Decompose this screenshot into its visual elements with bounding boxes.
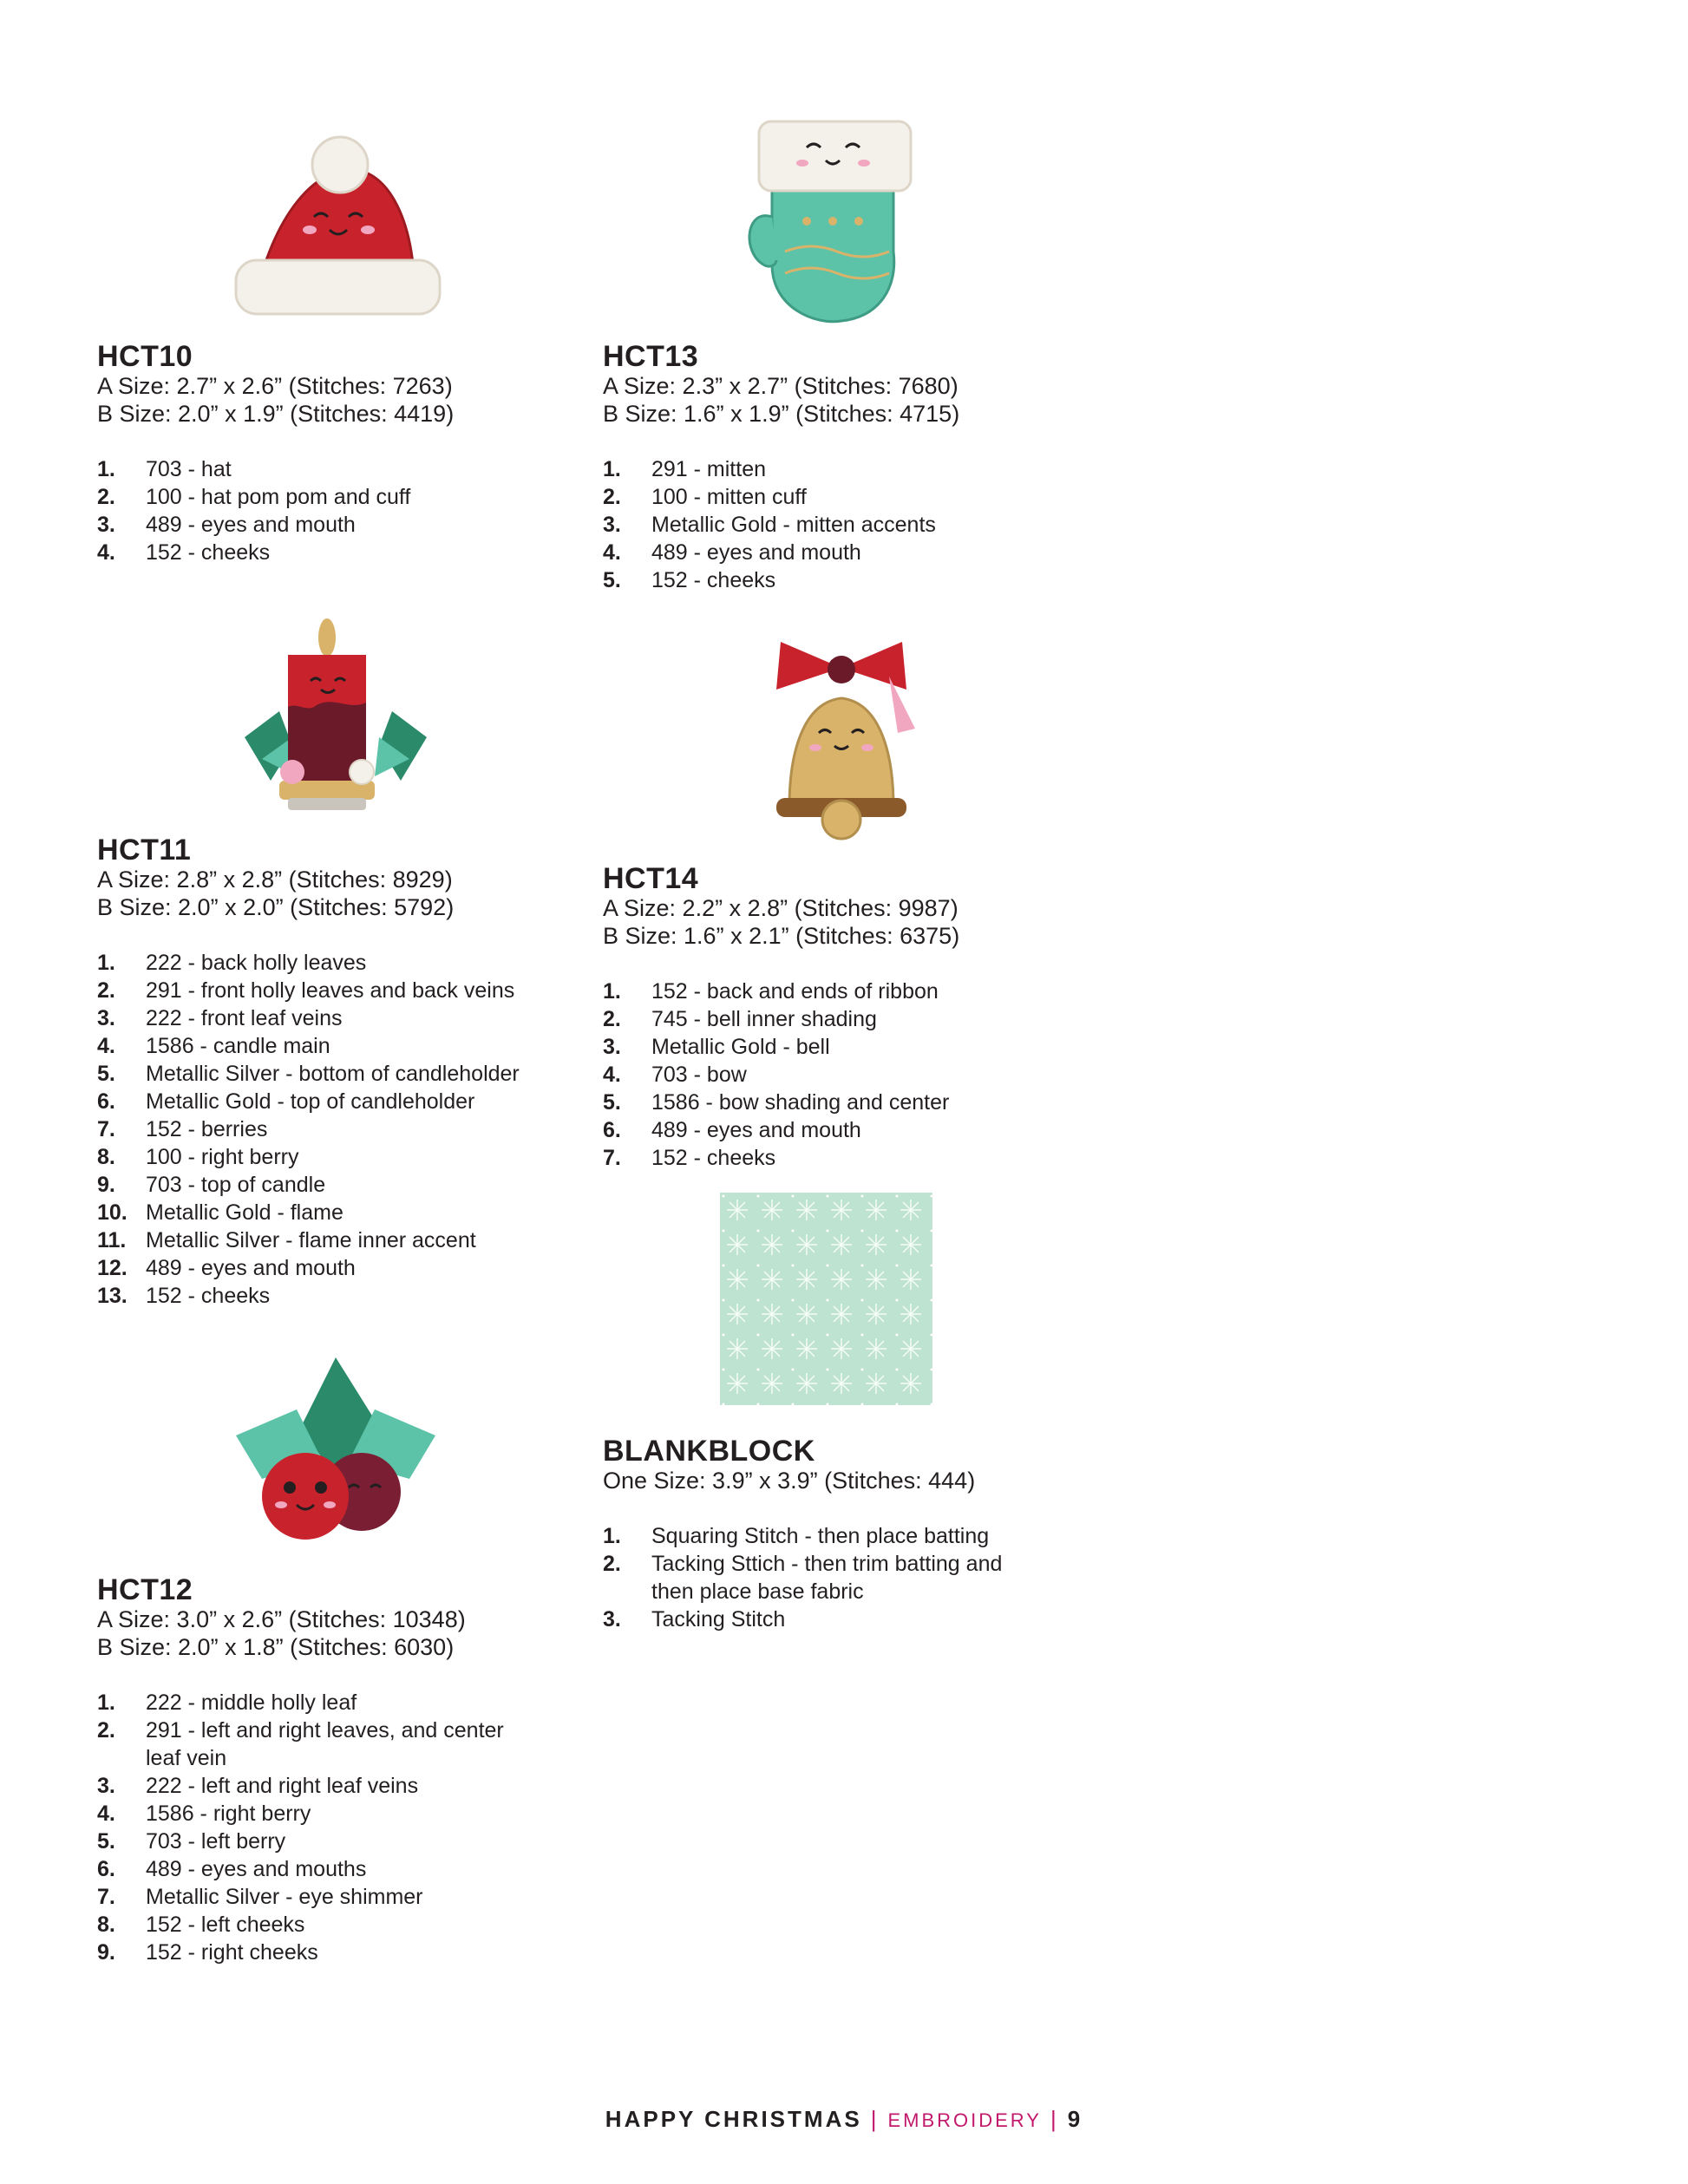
- thread-color-list: [603, 455, 1089, 594]
- list-item: [603, 978, 1089, 1005]
- item-number: 2.: [603, 485, 621, 509]
- item-text: Metallic Gold - flame: [146, 1200, 343, 1225]
- item-text: 222 - front leaf veins: [146, 1006, 343, 1030]
- list-item: [97, 1226, 583, 1254]
- list-item: [97, 977, 583, 1004]
- item-number: 3.: [97, 513, 115, 537]
- size-a: A Size: 2.7” x 2.6” (Stitches: 7263): [97, 373, 453, 399]
- design-hct14: [603, 863, 1089, 1172]
- item-text: 152 - cheeks: [651, 568, 776, 592]
- size-b: B Size: 2.0” x 1.9” (Stitches: 4419): [97, 401, 455, 427]
- list-item: [97, 483, 583, 511]
- thread-color-list: [603, 1522, 1037, 1633]
- item-number: 5.: [97, 1062, 115, 1086]
- size-b: B Size: 1.6” x 2.1” (Stitches: 6375): [603, 923, 960, 949]
- item-number: 6.: [97, 1089, 115, 1114]
- item-number: 6.: [603, 1118, 621, 1142]
- item-number: 12.: [97, 1256, 128, 1280]
- item-number: 3.: [97, 1774, 115, 1798]
- item-text: 222 - back holly leaves: [146, 951, 367, 975]
- holly-berries-embroidery-image: [227, 1349, 444, 1548]
- design-code: HCT11: [97, 834, 192, 866]
- size-a: A Size: 2.2” x 2.8” (Stitches: 9987): [603, 895, 958, 921]
- design-hct10: [97, 341, 583, 566]
- list-item: [603, 511, 1089, 539]
- item-number: 3.: [603, 1607, 621, 1631]
- item-number: 4.: [97, 540, 115, 565]
- snowflake-fabric-swatch: [720, 1193, 932, 1405]
- list-item: [97, 539, 583, 566]
- item-text: 291 - left and right leaves, and center leaf vein: [146, 1718, 504, 1770]
- item-number: 8.: [97, 1145, 115, 1169]
- list-item: [603, 1033, 1089, 1061]
- item-text: 489 - eyes and mouth: [146, 1256, 356, 1280]
- item-number: 3.: [603, 513, 621, 537]
- item-number: 2.: [97, 485, 115, 509]
- size-a: A Size: 2.8” x 2.8” (Stitches: 8929): [97, 866, 453, 893]
- list-item: [603, 1605, 1037, 1633]
- list-item: [97, 1828, 548, 1855]
- list-item: [603, 1116, 1089, 1144]
- list-item: [603, 1089, 1089, 1116]
- list-item: [97, 511, 583, 539]
- item-text: 152 - back and ends of ribbon: [651, 979, 939, 1004]
- design-code: HCT14: [603, 862, 699, 895]
- list-item: [97, 1800, 548, 1828]
- item-number: 8.: [97, 1913, 115, 1937]
- list-item: [97, 1032, 583, 1060]
- item-number: 13.: [97, 1284, 128, 1308]
- item-text: 489 - eyes and mouths: [146, 1857, 367, 1881]
- item-number: 3.: [97, 1006, 115, 1030]
- thread-color-list: [97, 949, 583, 1310]
- item-text: 152 - cheeks: [651, 1146, 776, 1170]
- bell-embroidery-image: [755, 633, 928, 841]
- list-item: [97, 949, 583, 977]
- item-text: Squaring Stitch - then place batting: [651, 1524, 990, 1548]
- item-text: 100 - right berry: [146, 1145, 299, 1169]
- list-item: [97, 1199, 583, 1226]
- santa-hat-embroidery-image: [227, 121, 444, 321]
- list-item: [97, 1855, 548, 1883]
- item-number: 2.: [603, 1552, 621, 1576]
- list-item: [97, 1004, 583, 1032]
- size-b: B Size: 1.6” x 1.9” (Stitches: 4715): [603, 401, 960, 427]
- size-b: B Size: 2.0” x 1.8” (Stitches: 6030): [97, 1634, 455, 1660]
- list-item: [97, 1883, 548, 1911]
- list-item: [97, 1282, 583, 1310]
- item-number: 4.: [603, 1063, 621, 1087]
- list-item: [97, 1939, 548, 1966]
- page-number: 9: [1067, 2106, 1083, 2132]
- size-one: One Size: 3.9” x 3.9” (Stitches: 444): [603, 1468, 976, 1494]
- page-footer: [0, 2106, 1688, 2133]
- item-text: Metallic Silver - eye shimmer: [146, 1885, 423, 1909]
- item-text: Metallic Gold - bell: [651, 1035, 830, 1059]
- size-b: B Size: 2.0” x 2.0” (Stitches: 5792): [97, 894, 455, 920]
- item-number: 11.: [97, 1228, 127, 1252]
- thread-color-list: [603, 978, 1089, 1172]
- item-text: 152 - right cheeks: [146, 1940, 318, 1965]
- item-text: 1586 - right berry: [146, 1801, 311, 1826]
- item-number: 4.: [603, 540, 621, 565]
- item-text: 703 - bow: [651, 1063, 747, 1087]
- design-code: BLANKBLOCK: [603, 1435, 815, 1468]
- item-text: 703 - hat: [146, 457, 232, 481]
- item-text: Metallic Gold - top of candleholder: [146, 1089, 475, 1114]
- list-item: [97, 1772, 548, 1800]
- item-text: 703 - left berry: [146, 1829, 286, 1854]
- footer-divider: |: [870, 2106, 880, 2132]
- item-text: 222 - middle holly leaf: [146, 1690, 357, 1715]
- item-number: 1.: [97, 457, 115, 481]
- design-hct13: [603, 341, 1089, 594]
- design-hct12: [97, 1574, 583, 1966]
- candle-embroidery-image: [227, 607, 444, 824]
- item-number: 1.: [603, 1524, 621, 1548]
- item-number: 7.: [97, 1885, 115, 1909]
- list-item: [603, 1144, 1089, 1172]
- list-item: [97, 1171, 583, 1199]
- item-text: 100 - mitten cuff: [651, 485, 807, 509]
- item-number: 2.: [97, 978, 115, 1003]
- size-a: A Size: 3.0” x 2.6” (Stitches: 10348): [97, 1606, 466, 1632]
- item-text: Tacking Stitch: [651, 1607, 786, 1631]
- item-text: 222 - left and right leaf veins: [146, 1774, 419, 1798]
- item-text: 745 - bell inner shading: [651, 1007, 877, 1031]
- list-item: [97, 1115, 583, 1143]
- item-text: 291 - front holly leaves and back veins: [146, 978, 515, 1003]
- item-text: 489 - eyes and mouth: [651, 540, 861, 565]
- item-text: 152 - cheeks: [146, 540, 271, 565]
- item-number: 1.: [97, 951, 115, 975]
- item-number: 2.: [97, 1718, 115, 1743]
- mitten-embroidery-image: [737, 113, 928, 330]
- item-text: 1586 - candle main: [146, 1034, 330, 1058]
- item-text: 291 - mitten: [651, 457, 767, 481]
- item-text: 152 - berries: [146, 1117, 268, 1141]
- thread-color-list: [97, 1689, 548, 1966]
- item-text: 1586 - bow shading and center: [651, 1090, 950, 1115]
- item-text: 152 - left cheeks: [146, 1913, 305, 1937]
- thread-color-list: [97, 455, 583, 566]
- list-item: [603, 483, 1089, 511]
- item-number: 4.: [97, 1034, 115, 1058]
- design-code: HCT12: [97, 1573, 193, 1606]
- design-blankblock: [603, 1435, 1089, 1633]
- item-number: 7.: [97, 1117, 115, 1141]
- list-item: [97, 1254, 583, 1282]
- design-code: HCT13: [603, 340, 699, 373]
- list-item: [603, 566, 1089, 594]
- item-number: 9.: [97, 1173, 115, 1197]
- list-item: [603, 539, 1089, 566]
- item-number: 5.: [97, 1829, 115, 1854]
- item-text: 703 - top of candle: [146, 1173, 326, 1197]
- footer-divider: |: [1050, 2106, 1059, 2132]
- item-text: 152 - cheeks: [146, 1284, 271, 1308]
- item-text: Metallic Gold - mitten accents: [651, 513, 936, 537]
- size-a: A Size: 2.3” x 2.7” (Stitches: 7680): [603, 373, 958, 399]
- list-item: [97, 1060, 583, 1088]
- item-number: 6.: [97, 1857, 115, 1881]
- item-number: 5.: [603, 1090, 621, 1115]
- item-number: 1.: [97, 1690, 115, 1715]
- list-item: [97, 1716, 548, 1772]
- list-item: [97, 1143, 583, 1171]
- footer-subtitle: EMBROIDERY: [887, 2109, 1042, 2131]
- list-item: [97, 1088, 583, 1115]
- item-text: 489 - eyes and mouth: [146, 513, 356, 537]
- item-number: 5.: [603, 568, 621, 592]
- list-item: [603, 455, 1089, 483]
- item-text: 100 - hat pom pom and cuff: [146, 485, 411, 509]
- list-item: [97, 1689, 548, 1716]
- item-text: Metallic Silver - bottom of candleholder: [146, 1062, 520, 1086]
- list-item: [97, 1911, 548, 1939]
- item-text: Metallic Silver - flame inner accent: [146, 1228, 476, 1252]
- item-number: 1.: [603, 457, 621, 481]
- footer-title: HAPPY CHRISTMAS: [605, 2106, 862, 2132]
- list-item: [603, 1061, 1089, 1089]
- item-number: 2.: [603, 1007, 621, 1031]
- list-item: [97, 455, 583, 483]
- item-text: Tacking Sttich - then trim batting and then place base fabric: [651, 1552, 1003, 1604]
- item-number: 9.: [97, 1940, 115, 1965]
- design-hct11: [97, 834, 583, 1310]
- list-item: [603, 1550, 1037, 1605]
- item-number: 1.: [603, 979, 621, 1004]
- item-number: 10.: [97, 1200, 128, 1225]
- list-item: [603, 1522, 1037, 1550]
- item-number: 3.: [603, 1035, 621, 1059]
- item-number: 7.: [603, 1146, 621, 1170]
- list-item: [603, 1005, 1089, 1033]
- item-number: 4.: [97, 1801, 115, 1826]
- design-code: HCT10: [97, 340, 193, 373]
- item-text: 489 - eyes and mouth: [651, 1118, 861, 1142]
